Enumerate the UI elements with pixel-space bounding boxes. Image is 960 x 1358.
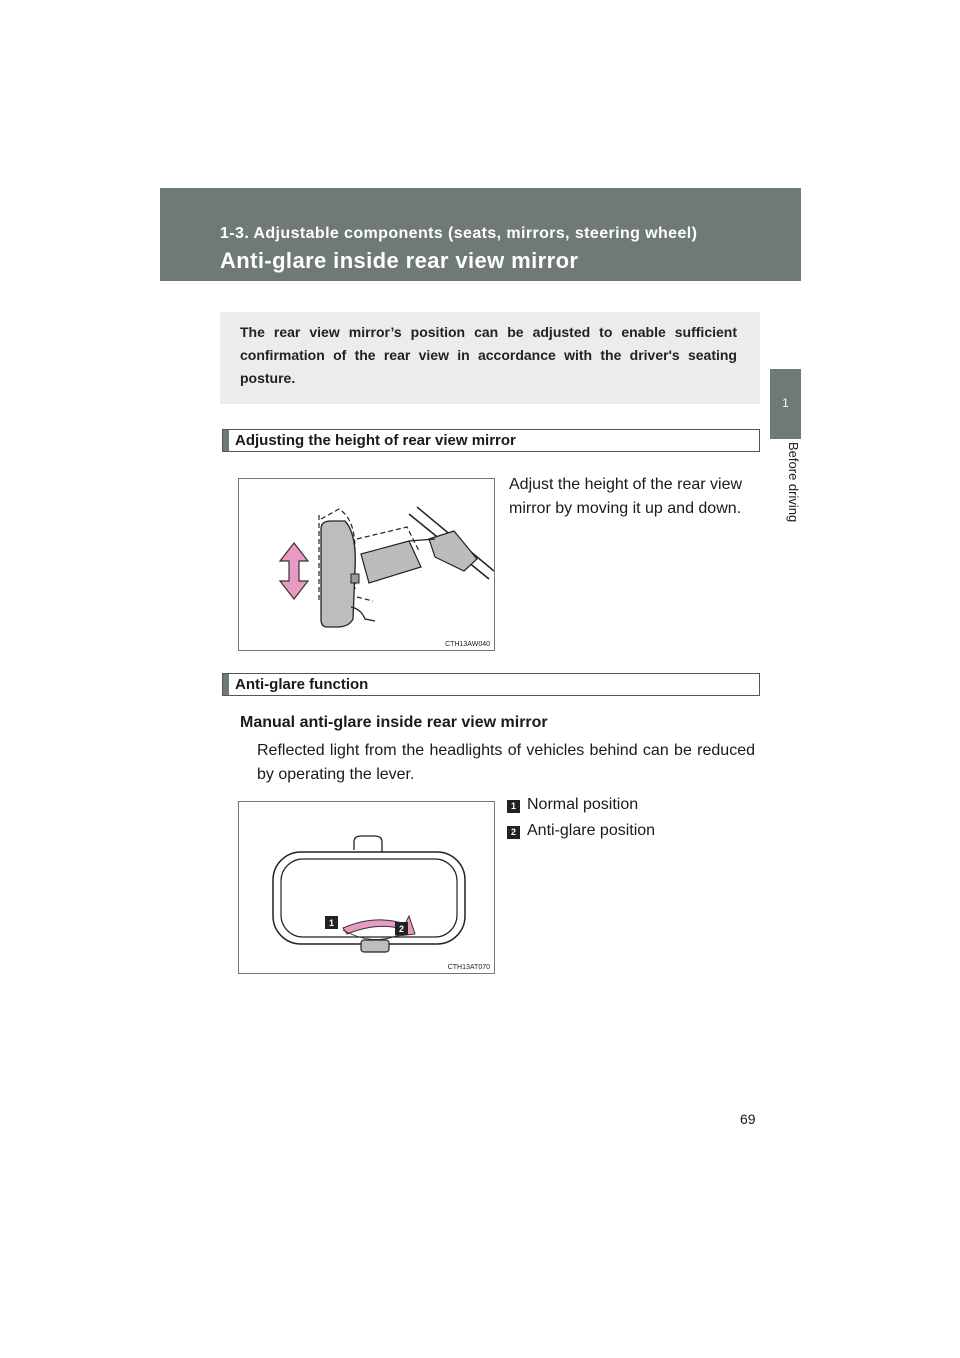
section-heading-text: Adjusting the height of rear view mirror — [235, 432, 516, 449]
page-number: 69 — [740, 1111, 756, 1127]
figure-code: CTH13AT070 — [447, 964, 490, 971]
legend-badge: 2 — [507, 826, 520, 839]
chapter-label-text: Before driving — [786, 442, 801, 523]
antiglare-illustration — [239, 802, 494, 973]
legend-label: Normal position — [527, 796, 639, 813]
page-title: Anti-glare inside rear view mirror — [220, 248, 579, 273]
chapter-side-label — [786, 442, 806, 542]
figure-code: CTH13AW040 — [445, 641, 490, 648]
chapter-tab — [770, 369, 801, 439]
mirror-height-figure — [238, 478, 495, 651]
intro-box — [220, 312, 760, 404]
antiglare-description: Reflected light from the headlights of vehicles behind can be reduced by operating the lever. — [257, 742, 755, 783]
antiglare-figure — [238, 801, 495, 974]
section-heading-antiglare — [222, 673, 760, 696]
height-instruction: Adjust the height of the rear view mirror by moving it up and down. — [509, 476, 743, 517]
intro-text: The rear view mirror’s position can be adjusted to enable sufficient confirmation of the rear view in accordance with the driver's seating posture. — [240, 324, 737, 386]
chapter-number: 1 — [782, 396, 789, 410]
section-heading-height — [222, 429, 760, 452]
section-breadcrumb: 1-3. Adjustable components (seats, mirrors, steering wheel) — [220, 225, 698, 242]
badge-1: 1 — [328, 918, 335, 928]
chapter-header — [160, 188, 801, 281]
section-heading-text: Anti-glare function — [235, 676, 369, 693]
antiglare-subheading: Manual anti-glare inside rear view mirror — [240, 714, 548, 731]
legend-label: Anti-glare position — [527, 822, 656, 839]
legend-badge: 1 — [507, 800, 520, 813]
mirror-height-illustration — [239, 479, 494, 650]
badge-2: 2 — [398, 924, 405, 934]
